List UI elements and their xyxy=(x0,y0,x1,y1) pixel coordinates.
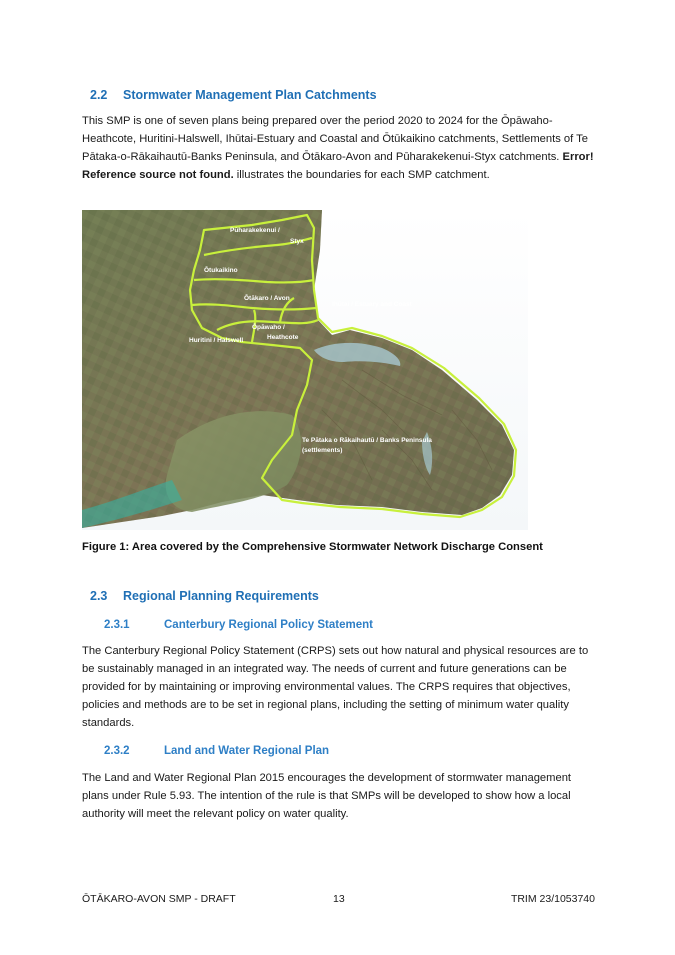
subsection-number: 2.3.2 xyxy=(104,745,130,757)
label-styx: Styx xyxy=(290,238,304,245)
label-otukaikino: Ōtukaikino xyxy=(204,267,238,274)
label-ihutai-estuary: Ihūtai / Estuary and Coast xyxy=(332,301,412,308)
subsection-title: Canterbury Regional Policy Statement xyxy=(164,619,373,631)
section-2-2-heading xyxy=(90,88,377,102)
footer-page-number: 13 xyxy=(333,893,345,905)
section-2-2-paragraph xyxy=(82,112,594,184)
section-title: Stormwater Management Plan Catchments xyxy=(123,88,377,102)
section-2-3-heading xyxy=(90,589,319,603)
label-opawaho-line1: Ōpāwaho / xyxy=(252,324,285,331)
section-number: 2.2 xyxy=(90,88,108,102)
reference-error-text: Error! Reference source not found. xyxy=(82,151,594,181)
section-2-3-2-heading xyxy=(104,745,329,757)
label-opawaho-line2: Heathcote xyxy=(267,334,299,341)
catchment-map-image xyxy=(82,210,528,530)
footer-document-title: ŌTĀKARO-AVON SMP - DRAFT xyxy=(82,893,236,905)
paragraph-text: This SMP is one of seven plans being prepared over the period 2020 to 2024 for the Ōpāwaho-Heathcote, Huritini-Halswell, Ihūtai-Estuary and Coastal and Ōtūkaikino catchments, Settlements of Te Pātaka-o-Rākaihautū-Banks Peninsula, and Ōtākaro-Avon and Pūharakekenui-Styx catchments. xyxy=(82,115,588,163)
section-2-3-1-heading xyxy=(104,619,373,631)
label-otakaro-avon: Ōtākaro / Avon xyxy=(244,295,290,302)
section-number: 2.3 xyxy=(90,589,108,603)
section-title: Regional Planning Requirements xyxy=(123,589,319,603)
subsection-number: 2.3.1 xyxy=(104,619,130,631)
footer-trim-reference: TRIM 23/1053740 xyxy=(510,893,595,905)
label-banks-peninsula-line2: (settlements) xyxy=(302,447,343,454)
section-2-3-2-paragraph: The Land and Water Regional Plan 2015 encourages the development of stormwater management plans under Rule 5.93. The intention of the rule is that SMPs will be developed to show how a local authority will meet the relevant policy on water quality. xyxy=(82,772,572,820)
figure-caption: Figure 1: Area covered by the Comprehensive Stormwater Network Discharge Consent xyxy=(82,541,543,553)
label-huritini-halswell: Huritini / Halswell xyxy=(189,337,244,344)
section-2-3-1-paragraph: The Canterbury Regional Policy Statement (CRPS) sets out how natural and physical resources are to be sustainably managed in an integrated way. The needs of current and future generations can be provided for by maintaining or improving environmental values. The CRPS requires that objectives, policies and methods are to be set in regional plans, including the setting of minimum water quality standards. xyxy=(82,645,589,729)
label-banks-peninsula-line1: Te Pātaka o Rākaihautū / Banks Peninsula xyxy=(302,437,432,444)
paragraph-text-end: illustrates the boundaries for each SMP catchment. xyxy=(233,169,490,181)
label-puharakekenui: Pūharakekenui / xyxy=(230,227,280,234)
catchment-map xyxy=(82,210,528,530)
subsection-title: Land and Water Regional Plan xyxy=(164,745,330,757)
